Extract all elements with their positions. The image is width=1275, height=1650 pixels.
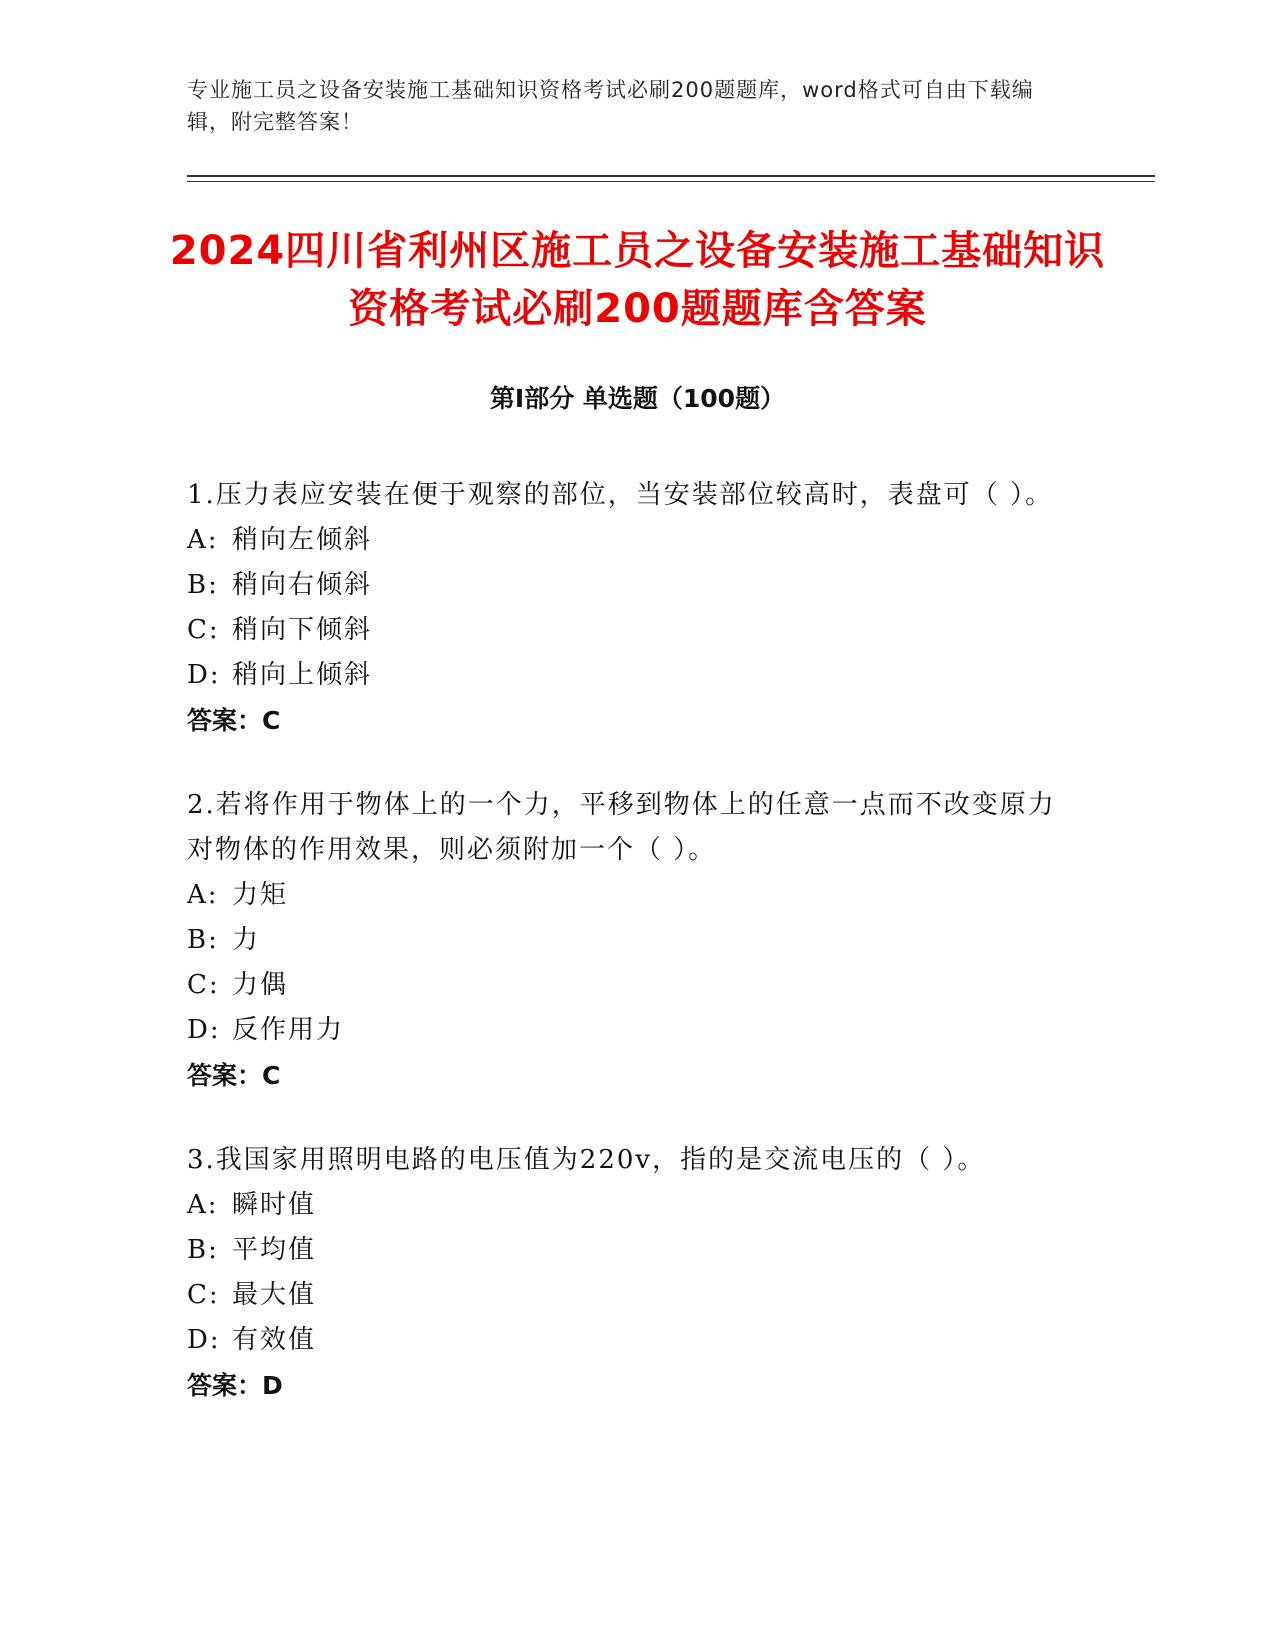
header-note: 专业施工员之设备安装施工基础知识资格考试必刷200题题库，word格式可自由下载编辑，附完整答案！ [187, 78, 1034, 134]
option-text: 有效值 [232, 1325, 317, 1355]
option-d [187, 1318, 1067, 1363]
option-key: C: [187, 615, 220, 645]
option-text: 稍向下倾斜 [232, 615, 373, 645]
answer-line: 答案：C [187, 706, 281, 735]
option-a [187, 518, 1067, 563]
question-stem: 3.我国家用照明电路的电压值为220v，指的是交流电压的（ ）。 [187, 1145, 986, 1175]
option-text: 瞬时值 [232, 1190, 317, 1220]
option-key: D: [187, 1015, 221, 1045]
section-heading: 第I部分 单选题（100题） [489, 384, 786, 413]
option-list [187, 1183, 1067, 1363]
question-item [187, 1138, 1067, 1408]
answer-line: 答案：C [187, 1061, 281, 1090]
option-d [187, 1008, 1067, 1053]
option-key: C: [187, 1280, 220, 1310]
question-stem: 2.若将作用于物体上的一个力，平移到物体上的任意一点而不改变原力对物体的作用效果，则必须附加一个（ ）。 [187, 790, 1056, 865]
option-text: 稍向右倾斜 [232, 570, 373, 600]
option-b [187, 1228, 1067, 1273]
option-key: A: [187, 525, 219, 555]
answer-line: 答案：D [187, 1371, 283, 1400]
option-c [187, 608, 1067, 653]
header-divider-thick [187, 175, 1155, 177]
option-b [187, 918, 1067, 963]
question-item [187, 783, 1067, 1098]
option-c [187, 1273, 1067, 1318]
question-item [187, 473, 1067, 743]
document-title: 2024四川省利州区施工员之设备安装施工基础知识资格考试必刷200题题库含答案 [169, 228, 1106, 332]
option-text: 稍向左倾斜 [232, 525, 373, 555]
option-key: C: [187, 970, 220, 1000]
option-key: B: [187, 1235, 219, 1265]
option-key: D: [187, 1325, 221, 1355]
option-b [187, 563, 1067, 608]
option-list [187, 873, 1067, 1053]
option-key: B: [187, 570, 219, 600]
option-a [187, 873, 1067, 918]
option-key: A: [187, 1190, 219, 1220]
option-key: B: [187, 925, 219, 955]
header-divider-thin [187, 181, 1155, 182]
option-d [187, 653, 1067, 698]
option-key: A: [187, 880, 219, 910]
option-key: D: [187, 660, 221, 690]
option-text: 平均值 [232, 1235, 317, 1265]
option-text: 力 [232, 925, 261, 955]
option-c [187, 963, 1067, 1008]
option-text: 最大值 [232, 1280, 317, 1310]
option-text: 稍向上倾斜 [232, 660, 373, 690]
option-text: 力矩 [232, 880, 289, 910]
option-text: 力偶 [232, 970, 289, 1000]
option-list [187, 518, 1067, 698]
option-text: 反作用力 [232, 1015, 345, 1045]
question-list [187, 473, 1067, 1448]
option-a [187, 1183, 1067, 1228]
question-stem: 1.压力表应安装在便于观察的部位，当安装部位较高时，表盘可（ ）。 [187, 480, 1054, 510]
